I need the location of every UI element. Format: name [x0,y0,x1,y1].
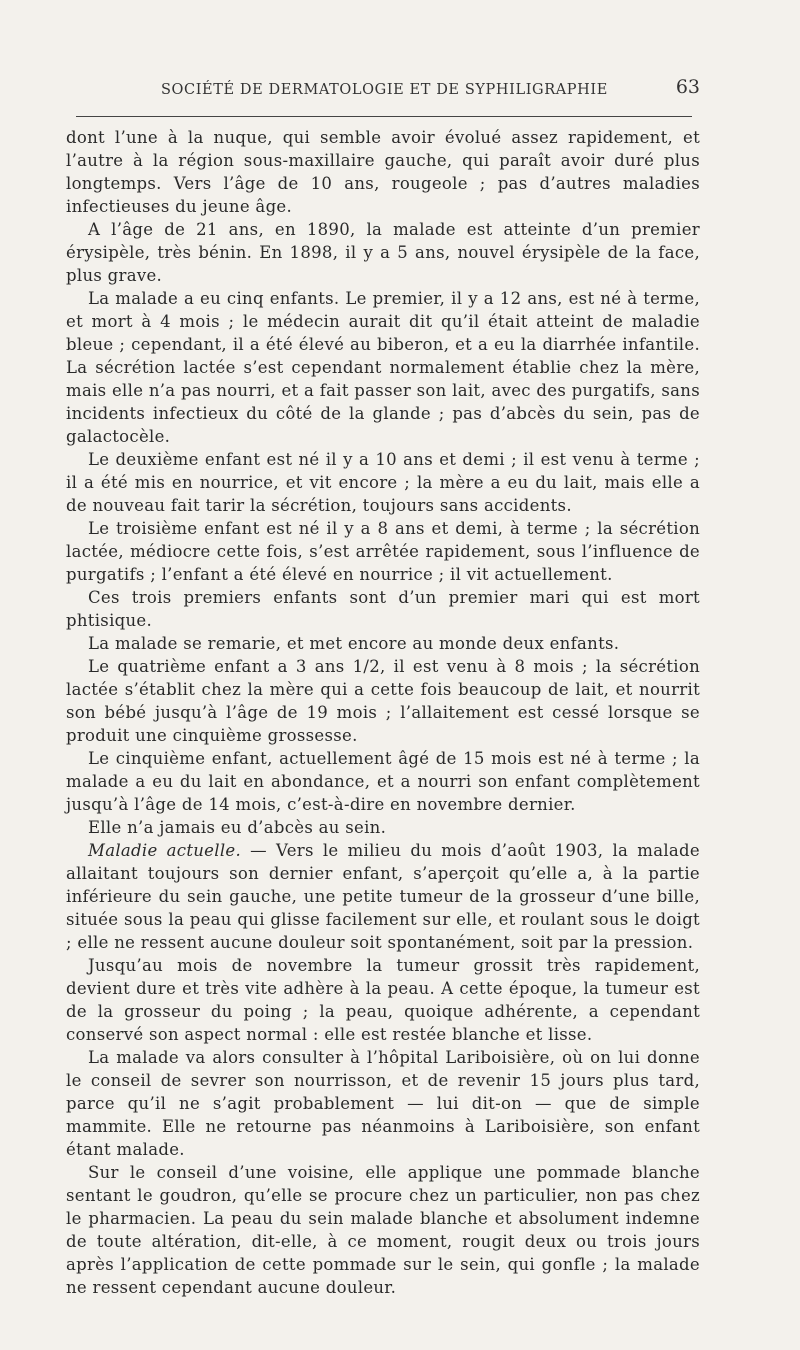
paragraph: Sur le conseil d’une voisine, elle applique une pommade blanche sentant le goudron, qu’elle se procure chez un particulier, non pas chez le pharmacien. La peau du sein malade blanche et absolument indemne de toute altération, dit-elle, à ce moment, rougit deux ou trois jours après l’application de cette pommade sur le sein, qui gonfle ; la malade ne ressent cependant aucune douleur. [66,1163,700,1297]
paragraph: Elle n’a jamais eu d’abcès au sein. [88,818,387,837]
paragraph-text: — Vers le milieu du mois d’août 1903, la malade allaitant toujours son dernier enfant, s’aperçoit qu’elle a, à la partie inférieure du sein gauche, une petite tumeur de la grosseur d’une bille, située sous la peau qui glisse facilement sur elle, et roulant sous le doigt ; elle ne ressent aucune douleur soit spontanément, soit par la pression. [66,841,700,952]
running-head [66,76,702,100]
header-rule [76,116,692,117]
paragraph: La malade se remarie, et met encore au monde deux enfants. [88,634,620,653]
section-lead: Maladie actuelle. [88,841,242,860]
paragraph: Le cinquième enfant, actuellement âgé de 15 mois est né à terme ; la malade a eu du lait en abondance, et a nourri son enfant complètement jusqu’à l’âge de 14 mois, c’est-à-dire en novembre dernier. [66,749,700,814]
paragraph: Jusqu’au mois de novembre la tumeur grossit très rapidement, devient dure et très vite adhère à la peau. A cette époque, la tumeur est de la grosseur du poing ; la peau, quoique adhérente, a cependant conservé son aspect normal : elle est restée blanche et lisse. [66,956,700,1044]
body-text [66,126,700,1299]
paragraph-maladie-actuelle [66,839,700,954]
paragraph: Le quatrième enfant a 3 ans 1/2, il est venu à 8 mois ; la sécrétion lactée s’établit chez la mère qui a cette fois beaucoup de lait, et nourrit son bébé jusqu’à l’âge de 19 mois ; l’allaitement est cessé lorsque se produit une cinquième grossesse. [66,657,700,745]
page-number: 63 [675,76,700,98]
paragraph: La malade a eu cinq enfants. Le premier, il y a 12 ans, est né à terme, et mort à 4 mois ; le médecin aurait dit qu’il était atteint de maladie bleue ; cependant, il a été élevé au biberon, et a eu la diarrhée infantile. La sécrétion lactée s’est cependant normalement établie chez la mère, mais elle n’a pas nourri, et a fait passer son lait, avec des purgatifs, sans incidents infectieux du côté de la glande ; pas d’abcès du sein, pas de galactocèle. [66,289,700,446]
paragraph: La malade va alors consulter à l’hôpital Lariboisière, où on lui donne le conseil de sevrer son nourrisson, et de revenir 15 jours plus tard, parce qu’il ne s’agit probablement — lui dit-on — que de simple mammite. Elle ne retourne pas néanmoins à Lariboisière, son enfant étant malade. [66,1048,700,1159]
paragraph: dont l’une à la nuque, qui semble avoir évolué assez rapidement, et l’autre à la région sous-maxillaire gauche, qui paraît avoir duré plus longtemps. Vers l’âge de 10 ans, rougeole ; pas d’autres maladies infectieuses du jeune âge. [66,128,700,216]
paragraph: Le troisième enfant est né il y a 8 ans et demi, à terme ; la sécrétion lactée, médiocre cette fois, s’est arrêtée rapidement, sous l’influence de purgatifs ; l’enfant a été élevé en nourrice ; il vit actuellement. [66,519,700,584]
paragraph: Le deuxième enfant est né il y a 10 ans et demi ; il est venu à terme ; il a été mis en nourrice, et vit encore ; la mère a eu du lait, mais elle a de nouveau fait tarir la sécrétion, toujours sans accidents. [66,450,700,515]
running-title: SOCIÉTÉ DE DERMATOLOGIE ET DE SYPHILIGRAPHIE [161,82,608,98]
paragraph: A l’âge de 21 ans, en 1890, la malade est atteinte d’un premier érysipèle, très bénin. En 1898, il y a 5 ans, nouvel érysipèle de la face, plus grave. [66,220,700,285]
paragraph: Ces trois premiers enfants sont d’un premier mari qui est mort phtisique. [66,588,700,630]
